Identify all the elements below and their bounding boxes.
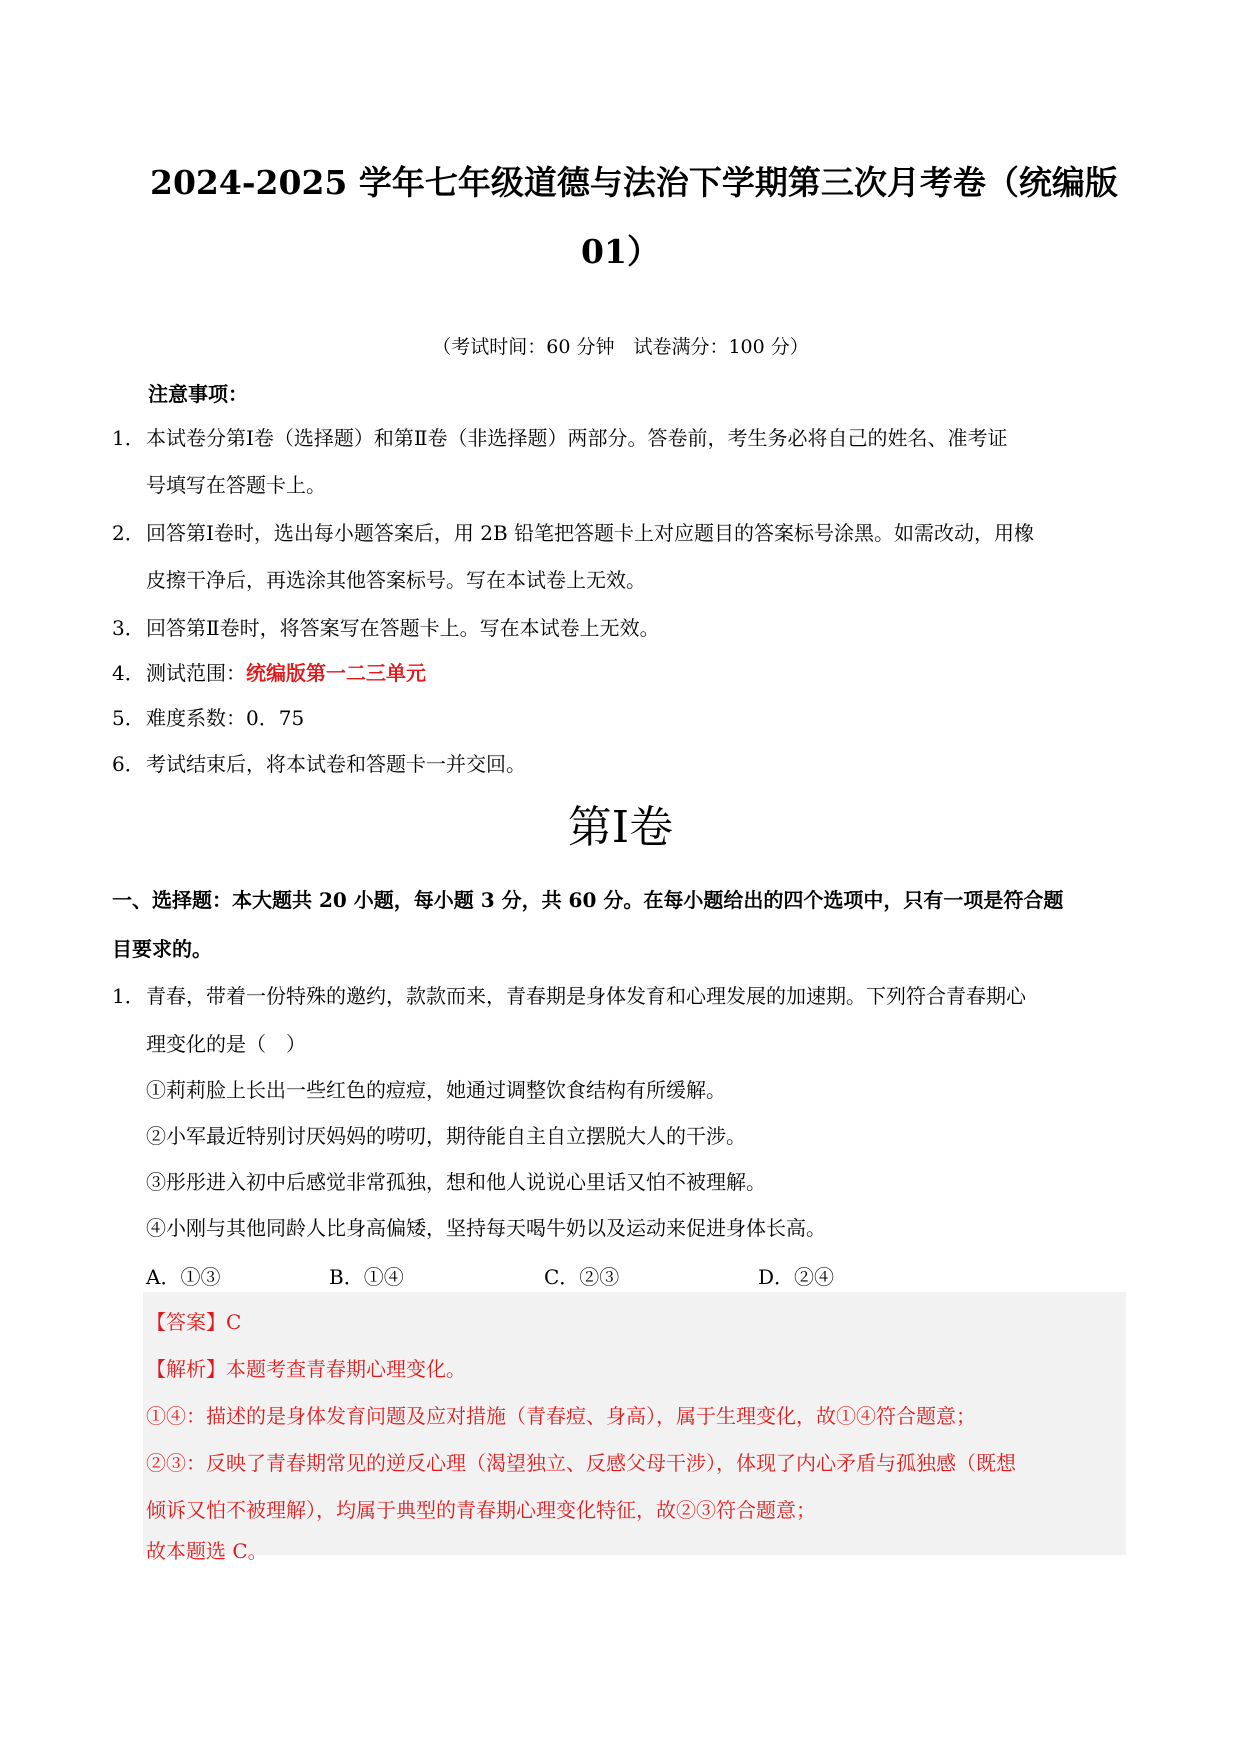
analysis-line	[146, 1355, 466, 1383]
notice-text: 回答第Ⅰ卷时，选出每小题答案后，用 2B 铅笔把答题卡上对应题目的答案标号涂黑。如需改动，用橡	[146, 521, 1035, 545]
notice-num: 2．	[112, 521, 145, 545]
notice-text: 本试卷分第Ⅰ卷（选择题）和第Ⅱ卷（非选择题）两部分。答卷前，考生务必将自己的姓名、准考证	[146, 426, 1008, 450]
analysis-text: ②③：反映了青春期常见的逆反心理（渴望独立、反感父母干涉），体现了内心矛盾与孤独感（既想	[146, 1451, 1016, 1475]
notice-num: 1．	[112, 426, 145, 450]
notice-num: 6．	[112, 752, 145, 776]
analysis-text: 倾诉又怕不被理解），均属于典型的青春期心理变化特征，故②③符合题意；	[146, 1498, 816, 1522]
analysis-conclusion: 故本题选 C。	[146, 1539, 268, 1563]
test-scope-highlight: 统编版第一二三单元	[246, 661, 426, 685]
notice-num: 4．	[112, 661, 145, 685]
question-statement: ③彤彤进入初中后感觉非常孤独，想和他人说说心里话又怕不被理解。	[146, 1170, 766, 1194]
option-b: B．①④	[329, 1265, 404, 1289]
exam-subtitle: （考试时间：60 分钟 试卷满分：100 分）	[432, 336, 809, 358]
notice-num: 3．	[112, 616, 145, 640]
notice-text: 号填写在答题卡上。	[146, 473, 326, 497]
notice-text: 回答第Ⅱ卷时，将答案写在答题卡上。写在本试卷上无效。	[146, 616, 660, 640]
question-statement: ②小军最近特别讨厌妈妈的唠叨，期待能自主自立摆脱大人的干涉。	[146, 1124, 746, 1148]
notice-text: 难度系数：0．75	[146, 706, 305, 730]
question-stem: 理变化的是（ ）	[146, 1032, 306, 1056]
notice-prefix: 测试范围：	[146, 661, 246, 685]
analysis-text: ①④：描述的是身体发育问题及应对措施（青春痘、身高），属于生理变化，故①④符合题意；	[146, 1404, 976, 1428]
notice-text: 考试结束后，将本试卷和答题卡一并交回。	[146, 752, 526, 776]
analysis-label: 【解析】	[146, 1357, 226, 1381]
exam-title-line1: 2024-2025 学年七年级道德与法治下学期第三次月考卷（统编版	[150, 163, 1118, 202]
question-statement: ①莉莉脸上长出一些红色的痘痘，她通过调整饮食结构有所缓解。	[146, 1078, 726, 1102]
answer-label: 【答案】	[146, 1310, 226, 1334]
answer-line	[146, 1308, 241, 1336]
option-d: D．②④	[758, 1265, 835, 1289]
part-heading-line2: 目要求的。	[112, 937, 212, 961]
notice-label: 注意事项：	[148, 382, 248, 406]
notice-num: 5．	[112, 706, 145, 730]
section-title: 第Ⅰ卷	[567, 802, 674, 853]
analysis-intro: 本题考查青春期心理变化。	[226, 1357, 466, 1381]
exam-title-line2: 01）	[581, 232, 660, 271]
notice-text: 皮擦干净后，再选涂其他答案标号。写在本试卷上无效。	[146, 568, 646, 592]
question-statement: ④小刚与其他同龄人比身高偏矮，坚持每天喝牛奶以及运动来促进身体长高。	[146, 1216, 826, 1240]
answer-value: C	[226, 1310, 242, 1334]
question-stem: 青春，带着一份特殊的邀约，款款而来，青春期是身体发育和心理发展的加速期。下列符合青春期心	[146, 984, 1026, 1008]
question-number: 1．	[112, 984, 145, 1008]
option-a: A．①③	[146, 1265, 221, 1289]
option-c: C．②③	[544, 1265, 620, 1289]
part-heading-line1: 一、选择题：本大题共 20 小题，每小题 3 分，共 60 分。在每小题给出的四个选项中，只有一项是符合题	[112, 888, 1064, 912]
notice-text	[146, 659, 426, 687]
